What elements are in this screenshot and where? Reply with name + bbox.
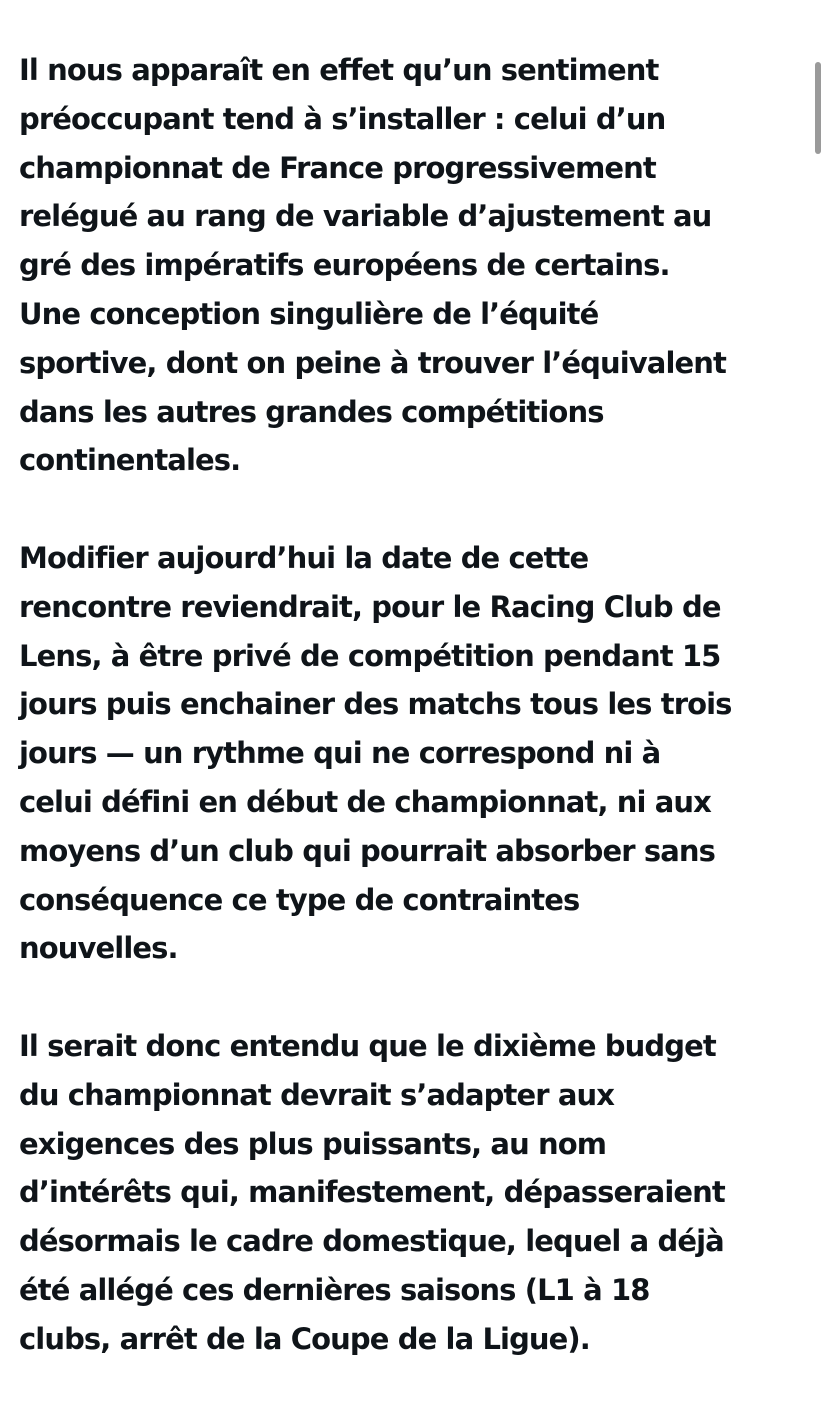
paragraph-spacer	[19, 485, 819, 534]
text-line: jours puis enchainer des matchs tous les trois	[19, 687, 732, 722]
text-line: continentales.	[19, 443, 241, 478]
paragraph	[19, 46, 819, 485]
text-line: Lens, à être privé de compétition pendant 15	[19, 638, 721, 673]
text-line: du championnat devrait s’adapter aux	[19, 1077, 615, 1112]
text-line: Une conception singulière de l’équité	[19, 296, 599, 331]
text-line: Il serait donc entendu que le dixième budget	[19, 1028, 716, 1063]
text-line: été allégé ces dernières saisons (L1 à 18	[19, 1272, 650, 1307]
text-line: Il nous apparaît en effet qu’un sentiment	[19, 53, 659, 87]
text-line: préoccupant tend à s’installer : celui d’un	[19, 101, 666, 136]
text-line: gré des impératifs européens de certains.	[19, 248, 670, 283]
text-line: clubs, arrêt de la Coupe de la Ligue).	[19, 1321, 590, 1356]
text-line: championnat de France progressivement	[19, 150, 656, 185]
text-line: Modifier aujourd’hui la date de cette	[19, 540, 589, 575]
text-line: relégué au rang de variable d’ajustement au	[19, 199, 712, 234]
vertical-scrollbar[interactable]	[815, 62, 821, 154]
text-line: désormais le cadre domestique, lequel a déjà	[19, 1224, 724, 1259]
statement-text	[19, 46, 819, 1364]
text-line: nouvelles.	[19, 931, 178, 966]
text-line: celui défini en début de championnat, ni aux	[19, 784, 711, 819]
text-line: jours — un rythme qui ne correspond ni à	[19, 736, 661, 771]
text-line: dans les autres grandes compétitions	[19, 394, 604, 429]
text-line: d’intérêts qui, manifestement, dépasseraient	[19, 1175, 725, 1210]
text-line: sportive, dont on peine à trouver l’équivalent	[19, 345, 726, 380]
paragraph-spacer	[19, 973, 819, 1022]
text-line: rencontre reviendrait, pour le Racing Club de	[19, 589, 721, 624]
text-line: moyens d’un club qui pourrait absorber sans	[19, 833, 716, 868]
paragraph	[19, 1022, 819, 1364]
text-line: exigences des plus puissants, au nom	[19, 1126, 607, 1161]
text-line: conséquence ce type de contraintes	[19, 882, 580, 917]
paragraph	[19, 534, 819, 973]
